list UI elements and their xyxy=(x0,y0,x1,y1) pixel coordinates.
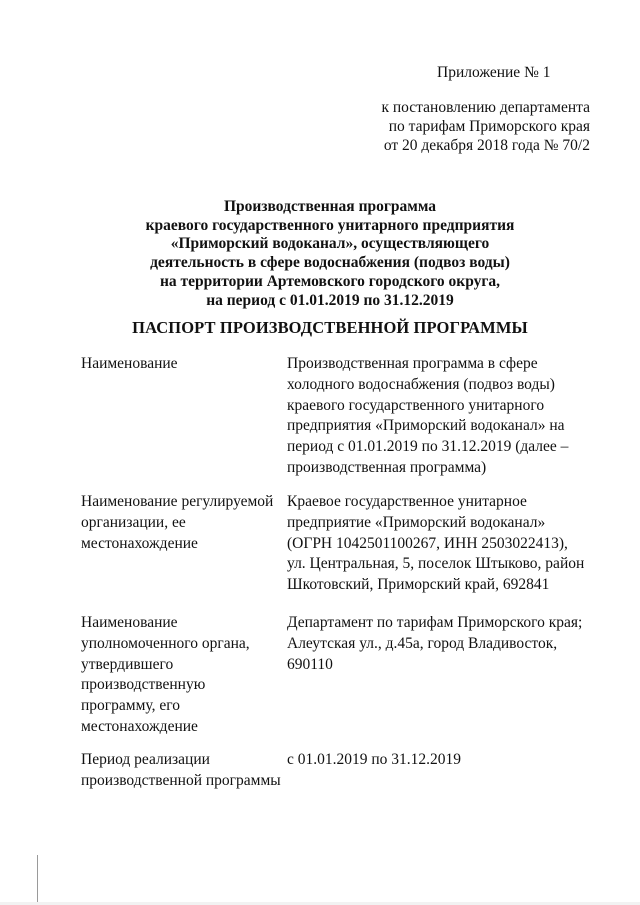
value-line: (ОГРН 1042501100267, ИНН 2503022413), xyxy=(287,534,568,552)
value-line: краевого государственного унитарного xyxy=(287,396,545,414)
document-title xyxy=(100,198,560,310)
value-line: 690110 xyxy=(287,655,333,673)
value-line: производственная программа) xyxy=(287,458,487,476)
appendix-reference-line: по тарифам Приморского края xyxy=(388,118,590,135)
value-line: Шкотовский, Приморский край, 692841 xyxy=(287,576,550,594)
value-line: Департамент по тарифам Приморского края; xyxy=(287,614,583,631)
label-line: уполномоченного органа, xyxy=(81,634,250,652)
label-line: производственную xyxy=(81,676,206,694)
title-line: на территории Артемовского городского округа, xyxy=(159,272,501,290)
passport-value xyxy=(287,750,597,771)
title-line: деятельность в сфере водоснабжения (подвоз воды) xyxy=(150,254,510,272)
value-line: предприятия «Приморский водоканал» на xyxy=(287,417,565,435)
title-line: Производственная программа xyxy=(223,198,437,215)
passport-label xyxy=(81,613,286,738)
passport-value xyxy=(287,613,597,675)
label-line: местонахождение xyxy=(81,717,198,735)
passport-label xyxy=(81,354,286,375)
title-line: на период с 01.01.2019 по 31.12.2019 xyxy=(206,291,454,309)
section-heading: ПАСПОРТ ПРОИЗВОДСТВЕННОЙ ПРОГРАММЫ xyxy=(132,318,528,337)
label-line: Период реализации xyxy=(81,751,210,768)
passport-row-name xyxy=(81,354,601,474)
label-line: организации, ее xyxy=(81,513,186,531)
title-line: краевого государственного унитарного предприятия xyxy=(145,216,515,234)
appendix-reference-line: к постановлению департамента xyxy=(381,99,590,116)
value-line: предприятие «Приморский водоканал» xyxy=(287,513,546,531)
value-line: период с 01.01.2019 по 31.12.2019 (далее – xyxy=(287,438,569,456)
appendix-reference xyxy=(380,98,590,155)
label-line: Наименование xyxy=(81,355,178,372)
value-line: Производственная программа в сфере xyxy=(287,355,538,372)
label-line: Наименование xyxy=(81,614,178,631)
label-line: Наименование регулируемой xyxy=(81,493,274,510)
value-line: с 01.01.2019 по 31.12.2019 xyxy=(287,751,462,768)
label-line: утвердившего xyxy=(81,655,174,673)
label-line: программу, его xyxy=(81,697,180,715)
passport-row-authority xyxy=(81,613,601,743)
passport-label xyxy=(81,750,286,792)
passport-row-period xyxy=(81,750,601,810)
passport-row-organization xyxy=(81,492,601,602)
scan-edge-line xyxy=(37,855,38,905)
appendix-reference-line: от 20 декабря 2018 года № 70/2 xyxy=(383,137,590,154)
value-line: Алеутская ул., д.45а, город Владивосток, xyxy=(287,634,558,652)
value-line: холодного водоснабжения (подвоз воды) xyxy=(287,375,555,393)
passport-value xyxy=(287,492,597,596)
value-line: ул. Центральная, 5, поселок Штыково, район xyxy=(287,555,585,573)
label-line: производственной программы xyxy=(81,771,281,789)
title-line: «Приморский водоканал», осуществляющего xyxy=(170,235,490,253)
appendix-number: Приложение № 1 xyxy=(437,64,551,81)
passport-value xyxy=(287,354,597,479)
label-line: местонахождение xyxy=(81,534,198,552)
passport-label xyxy=(81,492,286,554)
value-line: Краевое государственное унитарное xyxy=(287,493,527,510)
